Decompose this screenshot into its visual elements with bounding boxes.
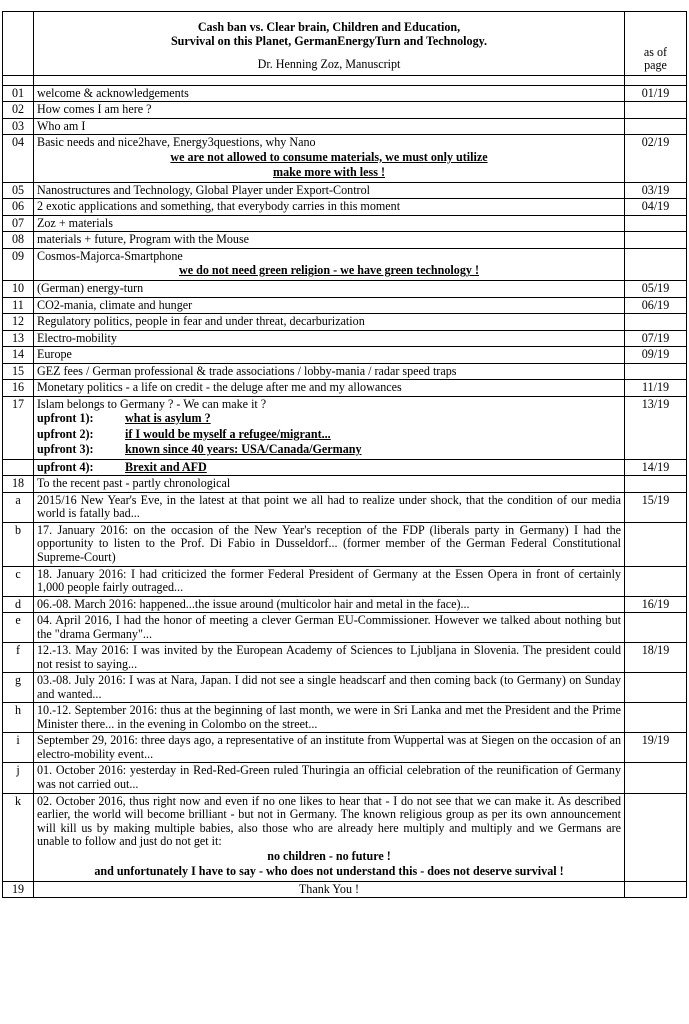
row-number: 15	[3, 363, 34, 380]
row-number: 07	[3, 215, 34, 232]
table-row	[3, 763, 687, 793]
row-text: Electro-mobility	[37, 330, 117, 345]
row-page	[625, 248, 687, 280]
row-page	[625, 673, 687, 703]
row-text-cell	[34, 566, 625, 596]
row-page: 18/19	[625, 643, 687, 673]
row-number: j	[3, 763, 34, 793]
row-text-cell	[34, 396, 625, 459]
table-row	[3, 881, 687, 898]
row-page: 14/19	[625, 459, 687, 476]
row-number: 01	[3, 85, 34, 102]
table-row	[3, 85, 687, 102]
emphasis-line: make more with less !	[273, 165, 385, 180]
row-text: September 29, 2016: three days ago, a representative of an institute from Wuppertal was at Siegen on the occasion of an electro-mobility event...	[37, 733, 621, 761]
row-page: 05/19	[625, 280, 687, 297]
contents-table	[2, 11, 687, 898]
upfront-label: upfront 2):	[37, 426, 94, 441]
table-row	[3, 135, 687, 183]
row-text-cell	[34, 363, 625, 380]
row-text: How comes I am here ?	[37, 102, 152, 117]
row-text-cell	[34, 199, 625, 216]
header-row	[3, 12, 687, 76]
row-page: 11/19	[625, 380, 687, 397]
row-text: Zoz + materials	[37, 215, 113, 230]
row-page	[625, 314, 687, 331]
row-text-cell	[34, 703, 625, 733]
row-page: 06/19	[625, 297, 687, 314]
row-number: 19	[3, 881, 34, 898]
row-text-cell	[34, 643, 625, 673]
emphasis-line: and unfortunately I have to say - who does not understand this - does not deserve survival !	[94, 864, 564, 879]
document-title-line1: Cash ban vs. Clear brain, Children and Education,	[197, 20, 461, 34]
row-text-cell: Thank You !	[34, 881, 625, 898]
row-page	[625, 476, 687, 493]
upfront-item	[37, 442, 621, 458]
row-page	[625, 215, 687, 232]
row-text: 10.-12. September 2016: thus at the beginning of last month, we were in Sri Lanka and met the President and the Prime Minister there... in the evening in Colombo on the street...	[37, 703, 621, 731]
row-page	[625, 881, 687, 898]
row-page	[625, 363, 687, 380]
header-asof-cell	[625, 12, 687, 76]
row-number: 10	[3, 280, 34, 297]
row-text-cell	[34, 673, 625, 703]
table-row	[3, 215, 687, 232]
row-text-cell	[34, 182, 625, 199]
row-text-cell	[34, 215, 625, 232]
table-row	[3, 733, 687, 763]
row-text: Who am I	[37, 118, 86, 133]
table-row	[3, 297, 687, 314]
row-number: h	[3, 703, 34, 733]
row-text-cell	[34, 596, 625, 613]
upfront-item	[37, 460, 207, 474]
row-number: 14	[3, 347, 34, 364]
table-row	[3, 673, 687, 703]
row-page	[625, 118, 687, 135]
upfront-text: known since 40 years: USA/Canada/Germany	[125, 442, 362, 457]
row-number: 12	[3, 314, 34, 331]
row-page	[625, 703, 687, 733]
table-row	[3, 396, 687, 459]
row-text-cell	[34, 347, 625, 364]
row-page: 15/19	[625, 492, 687, 522]
table-row	[3, 232, 687, 249]
table-row	[3, 248, 687, 280]
row-text: materials + future, Program with the Mouse	[37, 232, 250, 247]
row-number: 08	[3, 232, 34, 249]
row-page: 07/19	[625, 330, 687, 347]
document-author: Dr. Henning Zoz, Manuscript	[257, 57, 401, 72]
row-text-cell	[34, 492, 625, 522]
row-text-cell	[34, 248, 625, 280]
row-number: i	[3, 733, 34, 763]
row-number: 09	[3, 248, 34, 280]
row-text-cell	[34, 314, 625, 331]
header-title-cell	[34, 12, 625, 76]
row-number: 05	[3, 182, 34, 199]
contents-rows	[3, 85, 687, 898]
row-text-cell	[34, 459, 625, 476]
header-num-cell	[3, 12, 34, 76]
row-text: Islam belongs to Germany ? - We can make it ?	[37, 396, 267, 411]
row-page	[625, 763, 687, 793]
row-number: g	[3, 673, 34, 703]
row-number: c	[3, 566, 34, 596]
row-page	[625, 232, 687, 249]
table-row	[3, 118, 687, 135]
table-row	[3, 380, 687, 397]
table-row	[3, 314, 687, 331]
row-number: k	[3, 793, 34, 881]
row-page: 13/19	[625, 396, 687, 459]
row-page: 03/19	[625, 182, 687, 199]
row-text-cell	[34, 118, 625, 135]
table-row	[3, 459, 687, 476]
row-page	[625, 613, 687, 643]
row-text: GEZ fees / German professional & trade associations / lobby-mania / radar speed traps	[37, 363, 457, 378]
row-text-cell	[34, 380, 625, 397]
table-row	[3, 522, 687, 566]
row-text-cell	[34, 135, 625, 183]
table-row	[3, 596, 687, 613]
asof-label-line2: page	[644, 58, 667, 73]
row-text: 01. October 2016: yesterday in Red-Red-Green ruled Thuringia an official celebration of the reunification of Germany was not carried out...	[37, 763, 621, 791]
row-number: 03	[3, 118, 34, 135]
upfront-label: upfront 1):	[37, 411, 94, 426]
row-number: b	[3, 522, 34, 566]
row-text-cell	[34, 763, 625, 793]
row-page: 02/19	[625, 135, 687, 183]
row-text: (German) energy-turn	[37, 280, 144, 295]
table-row	[3, 199, 687, 216]
row-text: Regulatory politics, people in fear and under threat, decarburization	[37, 314, 365, 329]
table-row	[3, 492, 687, 522]
row-text: Basic needs and nice2have, Energy3questions, why Nano	[37, 135, 316, 150]
table-row	[3, 703, 687, 733]
row-text: welcome & acknowledgements	[37, 85, 189, 100]
row-text: 2 exotic applications and something, that everybody carries in this moment	[37, 199, 401, 214]
row-page: 09/19	[625, 347, 687, 364]
row-number	[3, 459, 34, 476]
document-title-line2: Survival on this Planet, GermanEnergyTurn and Technology.	[170, 33, 488, 48]
table-row	[3, 643, 687, 673]
row-text: 2015/16 New Year's Eve, in the latest at that point we all had to realize under shock, that the condition of our media world is fatally bad...	[37, 492, 621, 521]
spacer-row	[3, 75, 687, 85]
row-text-cell	[34, 85, 625, 102]
row-text: 06.-08. March 2016: happened...the issue around (multicolor hair and metal in the face)...	[37, 596, 470, 611]
row-text-cell	[34, 733, 625, 763]
row-number: d	[3, 596, 34, 613]
row-number: 11	[3, 297, 34, 314]
row-text: Nanostructures and Technology, Global Player under Export-Control	[37, 182, 370, 197]
row-text-cell	[34, 280, 625, 297]
row-text-cell	[34, 297, 625, 314]
row-text: CO2-mania, climate and hunger	[37, 297, 193, 312]
upfront-label: upfront 4):	[37, 459, 94, 474]
row-number: 02	[3, 102, 34, 119]
row-page	[625, 522, 687, 566]
row-text-cell	[34, 102, 625, 119]
row-number: 13	[3, 330, 34, 347]
row-text: 17. January 2016: on the occasion of the New Year's reception of the FDP (liberals party in Germany) I had the opportunity to listen to the Prof. Di Fabio in Dusseldorf... (former member of the German Federal Constitutional Supreme-Court)	[37, 522, 621, 564]
upfront-item	[37, 427, 621, 443]
upfront-item	[37, 411, 621, 427]
emphasis-line: we do not need green religion - we have green technology !	[179, 263, 479, 278]
table-row	[3, 476, 687, 493]
row-number: 18	[3, 476, 34, 493]
table-row	[3, 280, 687, 297]
row-text-cell	[34, 232, 625, 249]
row-text: To the recent past - partly chronological	[37, 476, 231, 491]
row-page: 16/19	[625, 596, 687, 613]
row-number: 16	[3, 380, 34, 397]
row-page: 04/19	[625, 199, 687, 216]
row-page	[625, 793, 687, 881]
row-text-cell	[34, 476, 625, 493]
upfront-text: what is asylum ?	[125, 411, 211, 426]
upfront-text: Brexit and AFD	[125, 459, 207, 474]
upfront-label: upfront 3):	[37, 442, 94, 457]
row-number: 06	[3, 199, 34, 216]
table-row	[3, 566, 687, 596]
table-row	[3, 182, 687, 199]
row-number: e	[3, 613, 34, 643]
upfront-text: if I would be myself a refugee/migrant...	[125, 426, 331, 441]
row-text: 04. April 2016, I had the honor of meeting a clever German EU-Commissioner. However we talked about nothing but the "drama Germany"...	[37, 613, 621, 641]
row-page: 19/19	[625, 733, 687, 763]
row-page	[625, 566, 687, 596]
row-number: 17	[3, 396, 34, 459]
row-text-cell	[34, 330, 625, 347]
row-text-cell	[34, 613, 625, 643]
row-number: a	[3, 492, 34, 522]
table-row	[3, 330, 687, 347]
row-text: Europe	[37, 347, 72, 362]
row-page	[625, 102, 687, 119]
row-text: 18. January 2016: I had criticized the former Federal President of Germany at the Essen Opera in front of certainly 1,000 people fairly outraged...	[37, 566, 621, 595]
row-number: f	[3, 643, 34, 673]
emphasis-line: we are not allowed to consume materials, we must only utilize	[170, 149, 488, 164]
table-row	[3, 363, 687, 380]
row-text: Cosmos-Majorca-Smartphone	[37, 248, 183, 263]
row-text-cell	[34, 522, 625, 566]
table-row	[3, 613, 687, 643]
row-text: Monetary politics - a life on credit - the deluge after me and my allowances	[37, 380, 402, 395]
table-row	[3, 793, 687, 881]
asof-label-line1: as of	[643, 44, 668, 59]
row-page: 01/19	[625, 85, 687, 102]
emphasis-line: no children - no future !	[267, 848, 391, 863]
row-text: 12.-13. May 2016: I was invited by the European Academy of Sciences to Ljubljana in Slovenia. The president could not resist to saying...	[37, 643, 621, 671]
table-row	[3, 102, 687, 119]
row-text: 03.-08. July 2016: I was at Nara, Japan. I did not see a single headscarf and then coming back (to Germany) on Sunday and wanted...	[37, 673, 621, 701]
table-row	[3, 347, 687, 364]
row-number: 04	[3, 135, 34, 183]
row-text-cell	[34, 793, 625, 881]
row-text: 02. October 2016, thus right now and even if no one likes to hear that - I do not see that we can make it. As described earlier, the world will become brilliant - but not in Germany. The known religious group as per its own announcement will kill us by making multiple babies, also those who are already here multiply and multiply and we Germans are unable to follow and just do not get it:	[37, 793, 621, 849]
